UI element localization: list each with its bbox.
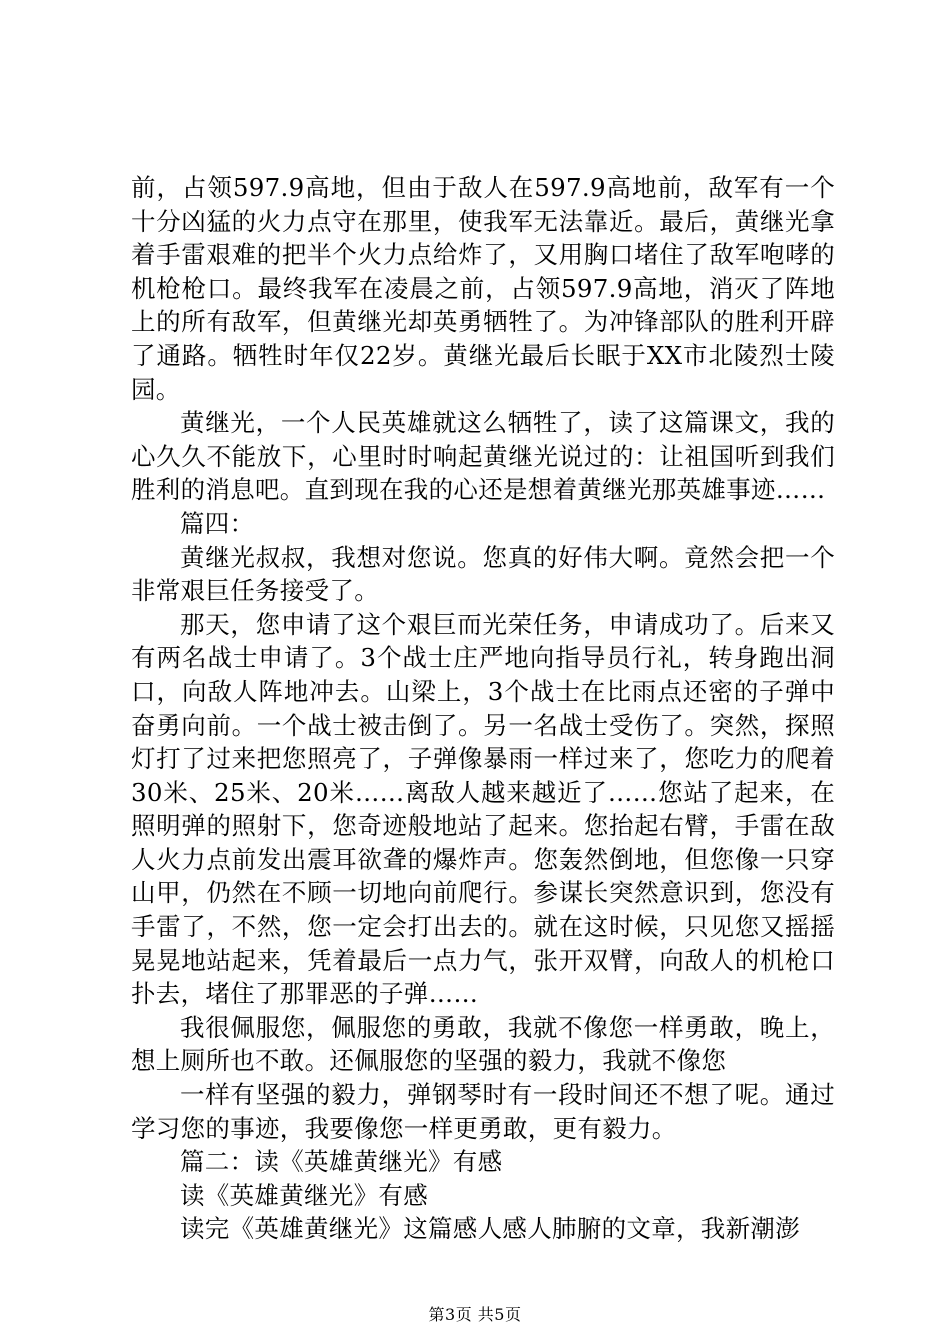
paragraph: 一样有坚强的毅力，弹钢琴时有一段时间还不想了呢。通过学习您的事迹，我要像您一样更勇敢，更有毅力。 [131, 1080, 835, 1143]
paragraph: 那天，您申请了这个艰巨而光荣任务，申请成功了。后来又有两名战士申请了。3个战士庄严地向指导员行礼，转身跑出洞口，向敌人阵地冲去。山梁上，3个战士在比雨点还密的子弹中奋勇向前。一个战士被击倒了。另一名战士受伤了。突然，探照灯打了过来把您照亮了，子弹像暴雨一样过来了，您吃力的爬着30米、25米、20米……离敌人越来越近了……您站了起来，在照明弹的照射下，您奇迹般地站了起来。您抬起右臂，手雷在敌人火力点前发出震耳欲聋的爆炸声。您轰然倒地，但您像一只穿山甲，仍然在不顾一切地向前爬行。参谋长突然意识到，您没有手雷了，不然，您一定会打出去的。就在这时候，只见您又摇摇晃晃地站起来，凭着最后一点力气，张开双臂，向敌人的机枪口扑去，堵住了那罪恶的子弹…… [131, 609, 835, 1009]
paragraph: 前，占领597.9高地，但由于敌人在597.9高地前，敌军有一个十分凶猛的火力点守在那里，使我军无法靠近。最后，黄继光拿着手雷艰难的把半个火力点给炸了，又用胸口堵住了敌军咆哮的机枪枪口。最终我军在凌晨之前，占领597.9高地，消灭了阵地上的所有敌军，但黄继光却英勇牺牲了。为冲锋部队的胜利开辟了通路。牺牲时年仅22岁。黄继光最后长眠于XX市北陵烈士陵园。 [131, 173, 835, 404]
paragraph: 黄继光叔叔，我想对您说。您真的好伟大啊。竟然会把一个非常艰巨任务接受了。 [131, 542, 835, 606]
paragraph: 我很佩服您，佩服您的勇敢，我就不像您一样勇敢，晚上，想上厕所也不敢。还佩服您的坚强的毅力，我就不像您 [131, 1012, 835, 1076]
document-body [131, 171, 835, 1246]
paragraph: 读完《英雄黄继光》这篇感人感人肺腑的文章，我新潮澎 [180, 1214, 800, 1244]
page-number-footer: 第3页 共5页 [428, 1305, 522, 1324]
article-title: 读《英雄黄继光》有感 [180, 1180, 428, 1210]
section-heading: 篇二：读《英雄黄继光》有感 [180, 1147, 503, 1177]
section-heading: 篇四： [180, 508, 255, 538]
paragraph: 黄继光，一个人民英雄就这么牺牲了，读了这篇课文，我的心久久不能放下，心里时时响起黄继光说过的：让祖国听到我们胜利的消息吧。直到现在我的心还是想着黄继光那英雄事迹…… [131, 408, 835, 505]
